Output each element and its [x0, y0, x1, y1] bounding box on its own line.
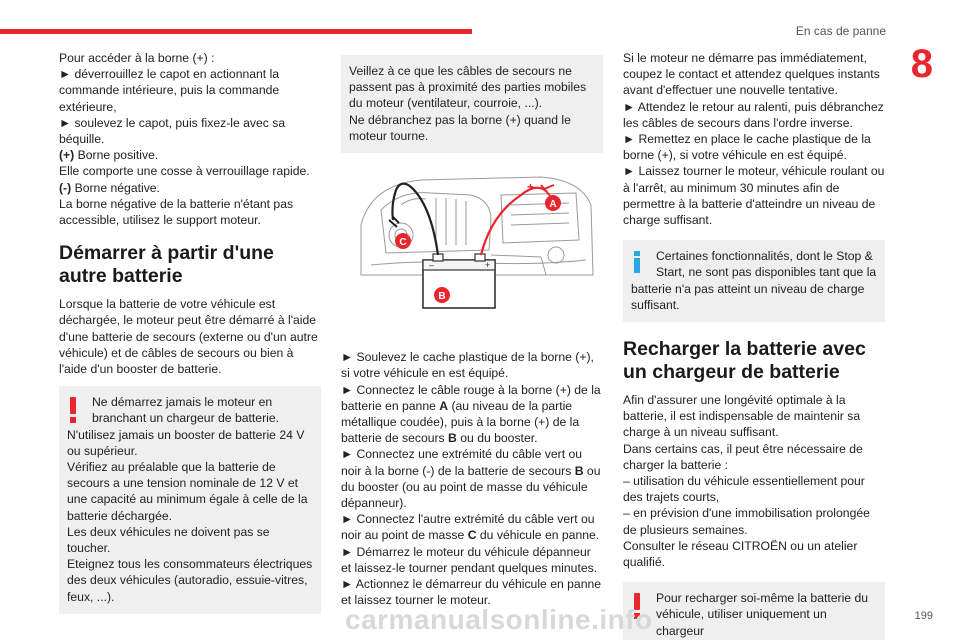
section-title: En cas de panne — [795, 24, 886, 38]
black-clamp — [389, 217, 399, 227]
chapter-number: 8 — [910, 42, 933, 86]
info-first-lines: Certaines fonctionnalités, dont le Stop & Start, ne sont pas disponibles tant que la — [656, 249, 877, 280]
dead-battery-plus: + — [527, 180, 535, 195]
callout-b — [434, 287, 450, 303]
plus-sign: + — [485, 260, 491, 271]
callout-c-label: C — [399, 237, 407, 249]
note-box — [341, 55, 603, 153]
callout-a-label: A — [549, 199, 557, 211]
cable-caution-note: Veillez à ce que les câbles de secours ne passent pas à proximité des parties mobiles du moteur (ventilateur, courroie, ...). Ne débranchez pas la borne (+) quand le moteur tourne. — [349, 64, 587, 143]
step-start-donor: ► Démarrez le moteur du véhicule dépanneur et laissez-le tourner pendant quelques minutes. — [341, 544, 598, 575]
heading-recharge: Recharger la batterie avec un chargeur de batterie — [623, 338, 866, 384]
jump-start-diagram — [341, 165, 603, 335]
exclamation-icon — [68, 397, 78, 423]
warning-box — [59, 386, 321, 614]
heading-jump-start: Démarrer à partir d'une autre batterie — [59, 242, 274, 288]
positive-terminal-label: (+) — [59, 148, 75, 163]
step-connect-red: ► Connectez le câble rouge à la borne (+) de la batterie en panne A (au niveau de la partie métallique coudée), puis à la borne (+) de la batterie de secours B ou du booster. — [341, 382, 601, 446]
callout-c — [395, 233, 411, 249]
info-text: batterie n'a pas atteint un niveau de charge suffisant. — [631, 281, 865, 312]
restart-instructions: Si le moteur ne démarre pas immédiatement, coupez le contact et attendez quelques instants avant d'effectuer une nouvelle tentative. ► Attendez le retour au ralenti, puis débranchez les câbles de secours dans l'ordre inverse. ► Remettez en place le cache plastique de la borne (+), si votre véhicule en est équipé. ► Laissez tourner le moteur, véhicule roulant ou à l'arrêt, au minimum 30 minutes afin de permettre à la batterie d'atteindre un niveau de charge suffisant. — [623, 51, 885, 228]
callout-b-label: B — [438, 291, 446, 303]
warning-text: N'utilisez jamais un booster de batterie 24 V ou supérieur. Vérifiez au préalable que la batterie de secours a une tension nominale de 12 V et une capacité au minimum égale à celle de la batterie déchargée. Les deux véhicules ne doivent pas se toucher. Eteignez tous les consommateurs électriques des deux véhicules (autoradio, essuie-vitres, feux, ...). — [67, 427, 313, 604]
column-right — [623, 50, 885, 640]
charger-warning-box — [623, 582, 885, 640]
hood-access-instructions: Pour accéder à la borne (+) : ► déverrouillez le capot en actionnant la commande intérieure, puis la commande extérieure, ► soulevez le capot, puis fixez-le avec sa béquille. — [59, 51, 286, 147]
column-middle — [341, 50, 603, 608]
column-left — [59, 50, 321, 614]
page-number: 199 — [914, 610, 933, 622]
booster-battery — [423, 254, 495, 308]
charger-warning-text: Pour recharger soi-même la batterie du véhicule, utiliser uniquement un chargeur — [656, 591, 869, 638]
watermark: carmanualsonline.info — [345, 604, 653, 635]
negative-terminal: (-) Borne négative. — [59, 180, 160, 195]
info-icon — [633, 251, 641, 273]
header-accent-bar — [0, 29, 472, 34]
info-box — [623, 240, 885, 322]
minus-sign: – — [429, 260, 435, 271]
warning-first-lines: Ne démarrez jamais le moteur en branchant un chargeur de batterie. — [92, 395, 280, 426]
step-connect-black: ► Connectez une extrémité du câble vert ou noir à la borne (-) de la batterie de secours B ou du booster (ou au point de masse du véhicule dépanneur). — [341, 447, 601, 511]
step-start-dead: ► Actionnez le démarreur du véhicule en panne et laissez tourner le moteur. — [341, 577, 602, 608]
negative-terminal-label: (-) — [59, 180, 72, 195]
negative-terminal-desc: La borne négative de la batterie n'étant pas accessible, utilisez le support moteur. — [59, 196, 294, 228]
jump-start-intro: Lorsque la batterie de votre véhicule est déchargée, le moteur peut être démarré à l'aide d'une batterie de secours (externe ou d'un autre véhicule) et de câbles de secours ou bien à l'aide d'un booster de batterie. — [59, 297, 318, 377]
step-connect-ground: ► Connectez l'autre extrémité du câble vert ou noir au point de masse C du véhicule en panne. — [341, 512, 600, 543]
positive-terminal-desc: Elle comporte une cosse à verrouillage rapide. — [59, 164, 310, 179]
positive-terminal: (+) Borne positive. — [59, 148, 159, 163]
recharge-text: Afin d'assurer une longévité optimale à la batterie, il est indispensable de maintenir sa charge à un niveau suffisant. Dans certains cas, il peut être nécessaire de charger la batterie : – utilisation du véhicule essentiellement pour des trajets courts, – en prévision d'une immobilisation prolongée de plusieurs semaines. Consulter le réseau CITROËN ou un atelier qualifié. — [623, 393, 870, 570]
callout-a — [545, 195, 561, 211]
step-lift-cover: ► Soulevez le cache plastique de la borne (+), si votre véhicule en est équipé. — [341, 350, 594, 381]
